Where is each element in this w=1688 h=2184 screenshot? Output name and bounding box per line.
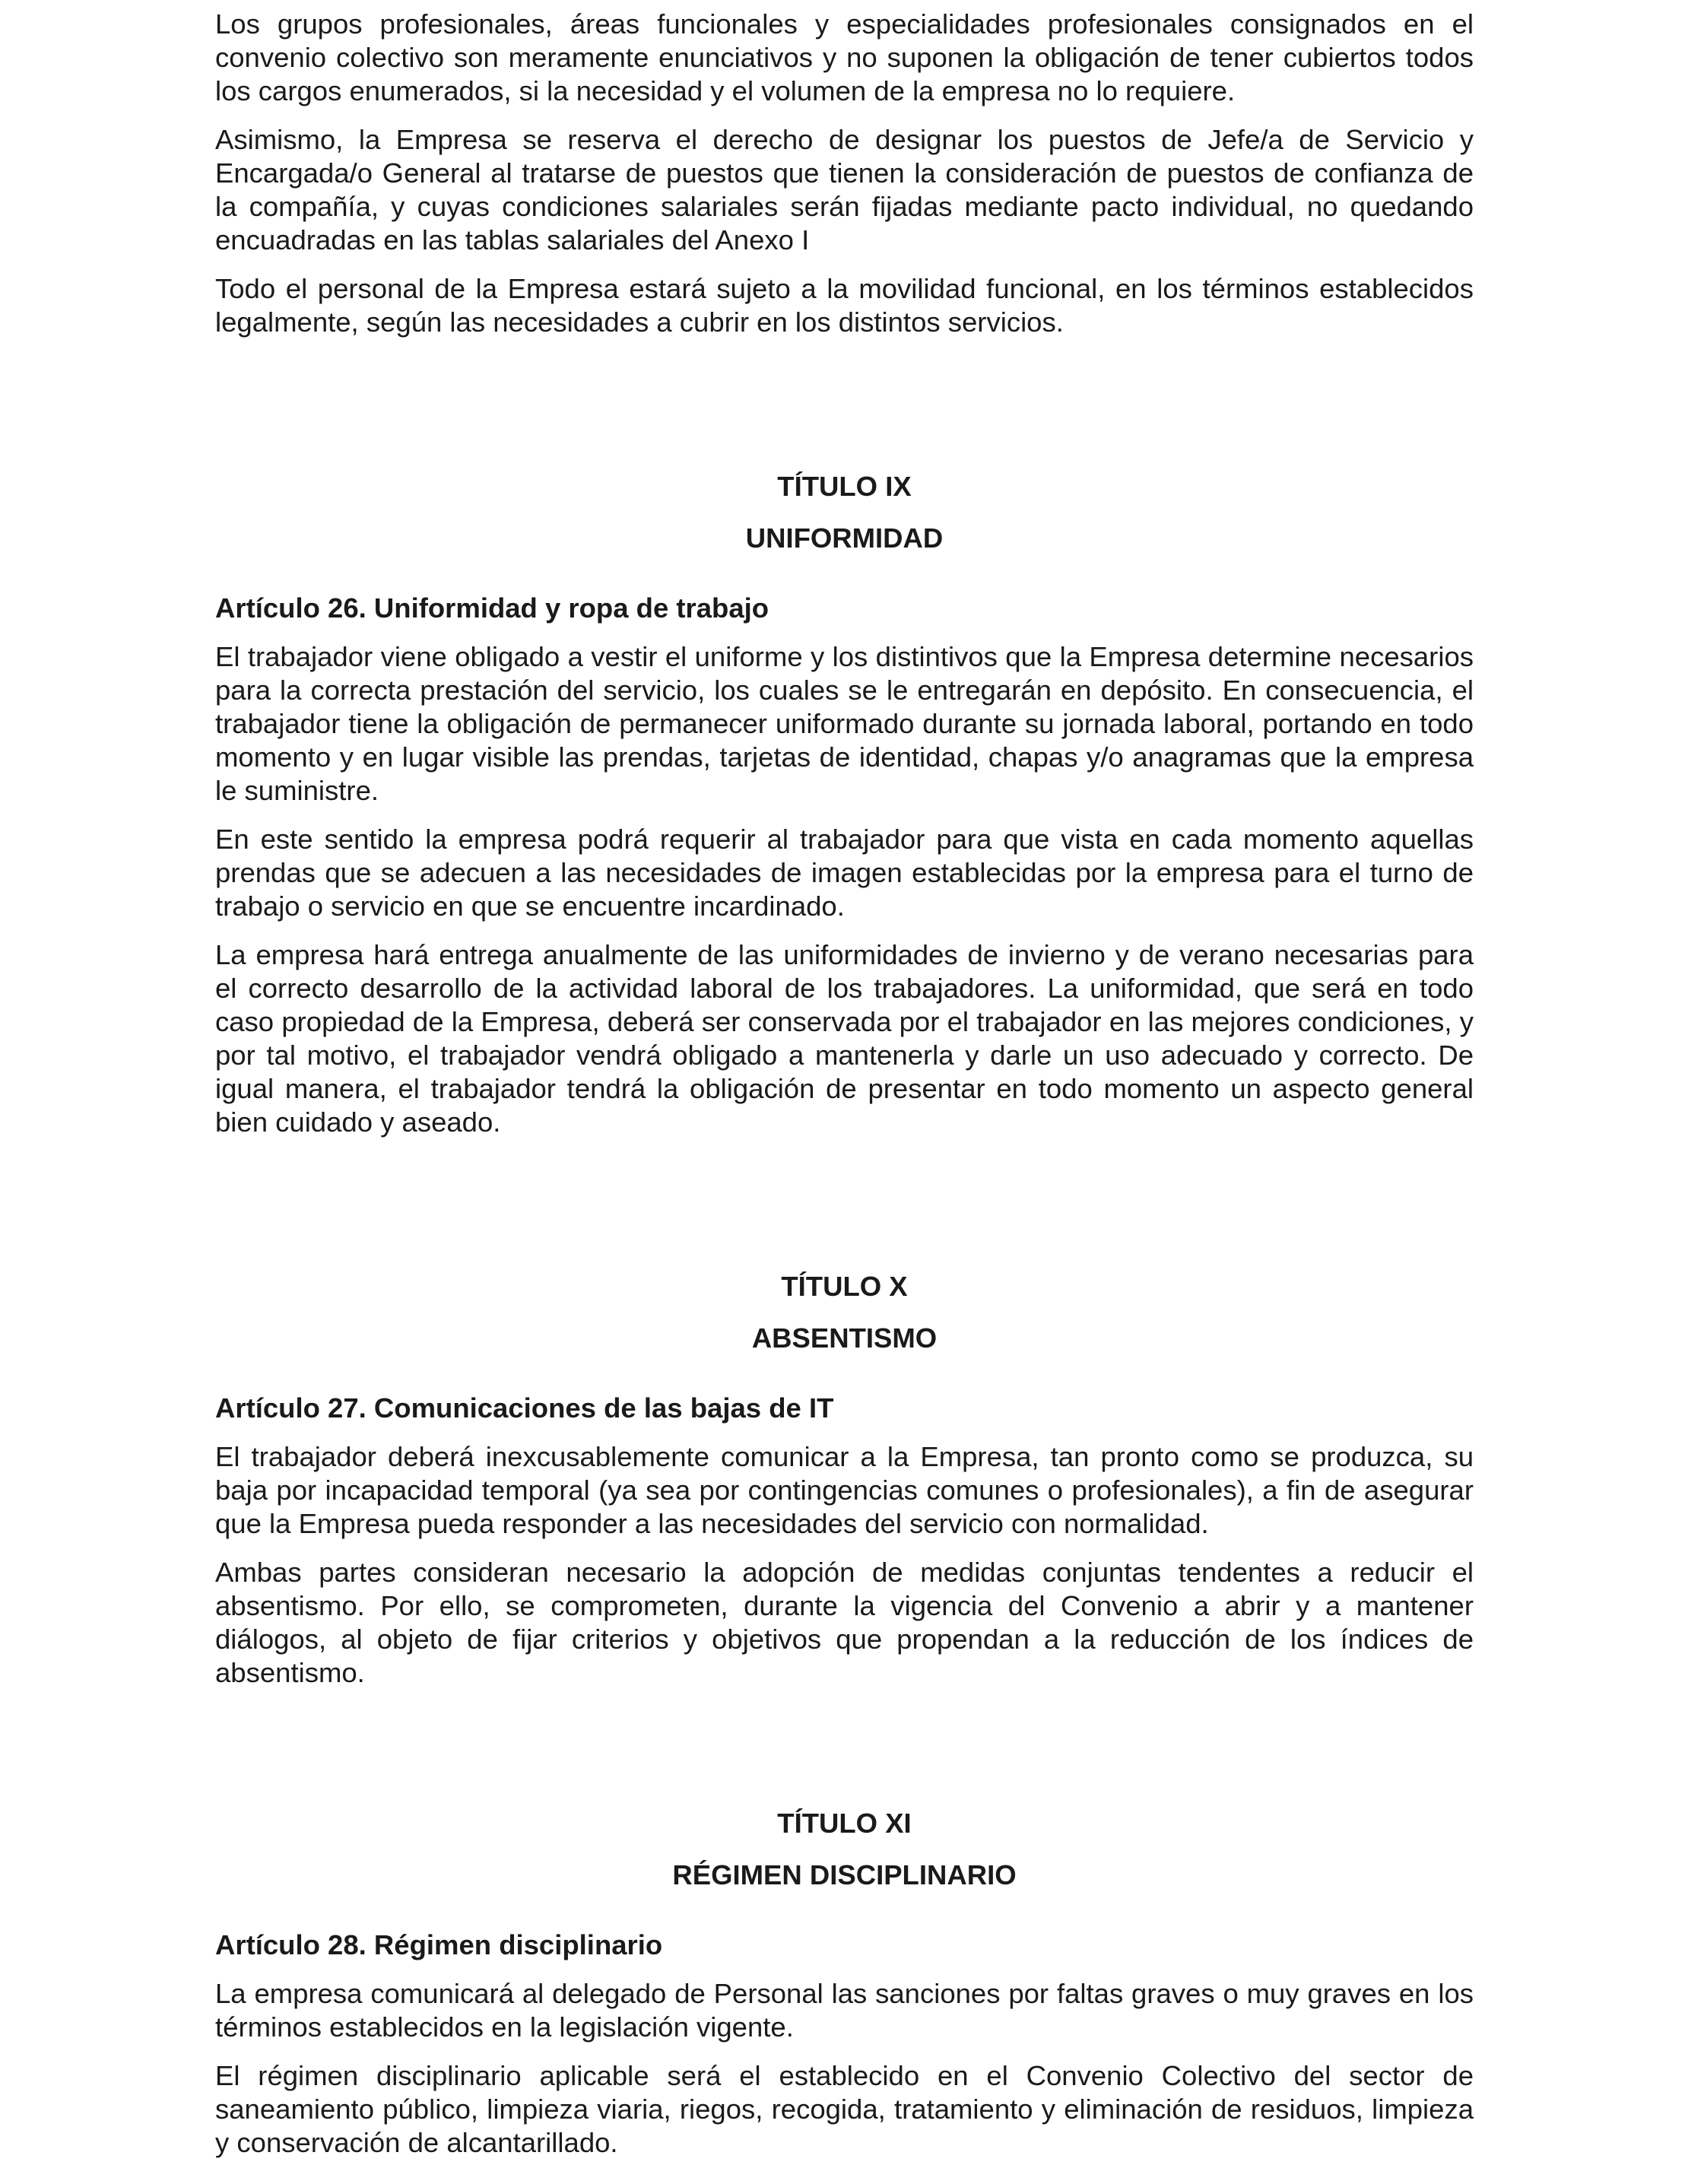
- article-paragraph: El trabajador viene obligado a vestir el uniforme y los distintivos que la Empresa determine necesarios para la correcta prestación del servicio, los cuales se le entregarán en depósito. En consecuencia, el trabajador tiene la obligación de permanecer uniformado durante su jornada laboral, portando en todo momento y en lugar visible las prendas, tarjetas de identidad, chapas y/o anagramas que la empresa le suministre.: [215, 641, 1474, 806]
- article-paragraph: Ambas partes consideran necesario la adopción de medidas conjuntas tendentes a reducir el absentismo. Por ello, se comprometen, durante la vigencia del Convenio a abrir y a mantener diálogos, al objeto de fijar criterios y objetivos que propendan a la reducción de los índices de absentismo.: [215, 1557, 1474, 1688]
- intro-paragraph: Todo el personal de la Empresa estará sujeto a la movilidad funcional, en los términos establecidos legalmente, según las necesidades a cubrir en los distintos servicios.: [215, 273, 1474, 338]
- article-paragraph: La empresa hará entrega anualmente de las uniformidades de invierno y de verano necesarias para el correcto desarrollo de la actividad laboral de los trabajadores. La uniformidad, que será en todo caso propiedad de la Empresa, deberá ser conservada por el trabajador en las mejores condiciones, y por tal motivo, el trabajador vendrá obligado a mantenerla y darle un uso adecuado y correcto. De igual manera, el trabajador tendrá la obligación de presentar en todo momento un aspecto general bien cuidado y aseado.: [215, 939, 1474, 1138]
- document-page: [215, 8, 1474, 2175]
- article-paragraph: El régimen disciplinario aplicable será el establecido en el Convenio Colectivo del sector de saneamiento público, limpieza viaria, riegos, recogida, tratamiento y eliminación de residuos, limpieza y conservación de alcantarillado.: [215, 2060, 1474, 2158]
- title-x-block: [215, 1270, 1474, 1355]
- article-paragraph: El trabajador deberá inexcusablemente comunicar a la Empresa, tan pronto como se produzca, su baja por incapacidad temporal (ya sea por contingencias comunes o profesionales), a fin de asegurar que la Empresa pueda responder a las necesidades del servicio con normalidad.: [215, 1441, 1474, 1539]
- article-paragraph: La empresa comunicará al delegado de Personal las sanciones por faltas graves o muy graves en los términos establecidos en la legislación vigente.: [215, 1978, 1474, 2043]
- article-paragraph: En este sentido la empresa podrá requerir al trabajador para que vista en cada momento aquellas prendas que se adecuen a las necesidades de imagen establecidas por la empresa para el turno de trabajo o servicio en que se encuentre incardinado.: [215, 824, 1474, 922]
- title-xi-block: [215, 1807, 1474, 1892]
- title-name: UNIFORMIDAD: [745, 522, 944, 554]
- article-heading: Artículo 27. Comunicaciones de las bajas de IT: [215, 1392, 834, 1424]
- section-spacer: [215, 1705, 1474, 1807]
- title-name: ABSENTISMO: [751, 1322, 938, 1354]
- article-heading: Artículo 28. Régimen disciplinario: [215, 1929, 663, 1960]
- title-name: RÉGIMEN DISCIPLINARIO: [672, 1859, 1017, 1890]
- title-ix-block: [215, 470, 1474, 555]
- title-number: TÍTULO X: [781, 1271, 908, 1302]
- section-spacer: [215, 1154, 1474, 1270]
- section-spacer: [215, 354, 1474, 470]
- title-number: TÍTULO IX: [777, 471, 912, 502]
- intro-paragraph: Asimismo, la Empresa se reserva el derecho de designar los puestos de Jefe/a de Servicio y Encargada/o General al tratarse de puestos que tienen la consideración de puestos de confianza de la compañía, y cuyas condiciones salariales serán fijadas mediante pacto individual, no quedando encuadradas en las tablas salariales del Anexo I: [215, 124, 1474, 256]
- article-heading: Artículo 26. Uniformidad y ropa de trabajo: [215, 592, 769, 624]
- title-number: TÍTULO XI: [777, 1808, 912, 1839]
- intro-paragraph: Los grupos profesionales, áreas funcionales y especialidades profesionales consignados en el convenio colectivo son meramente enunciativos y no suponen la obligación de tener cubiertos todos los cargos enumerados, si la necesidad y el volumen de la empresa no lo requiere.: [215, 8, 1474, 106]
